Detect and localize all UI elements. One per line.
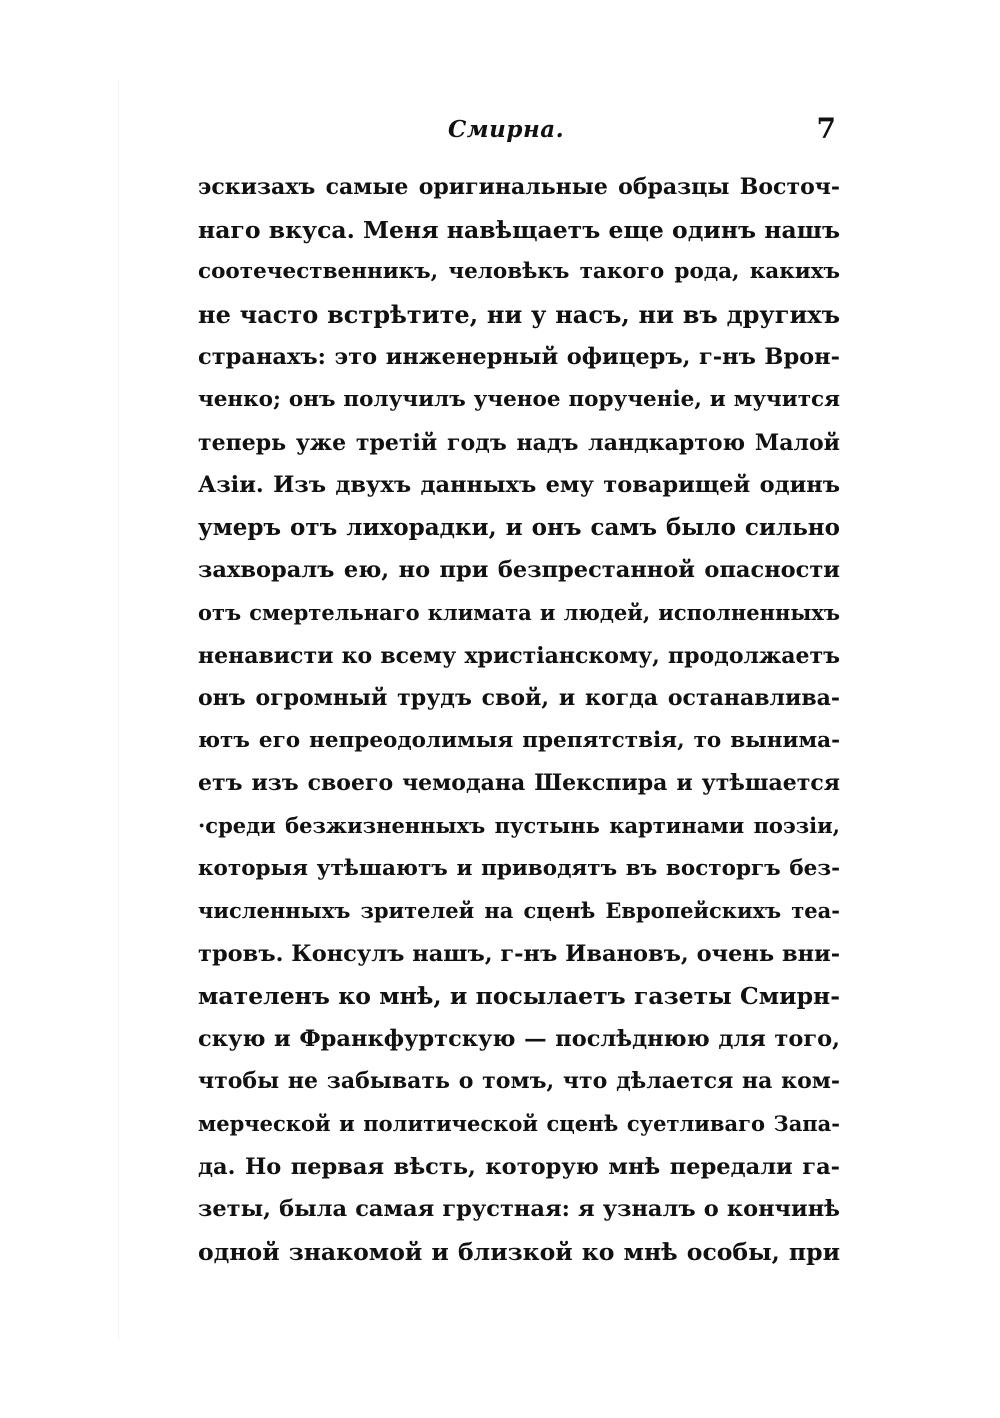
- text-body: [198, 166, 840, 1273]
- text-line: скую и Франкфуртскую — послѣднюю для того,: [198, 1025, 840, 1052]
- text-line: теперь уже третій годъ надъ ландкартою Малой: [198, 429, 840, 456]
- text-line: странахъ: это инженерный офицеръ, г-нъ Врон-: [198, 344, 840, 371]
- text-line: численныхъ зрителей на сценѣ Европейскихъ теа-: [198, 898, 840, 924]
- text-line: Азіи. Изъ двухъ данныхъ ему товарищей одинъ: [198, 472, 840, 499]
- text-line: чтобы не забывать о томъ, что дѣлается на ком-: [198, 1068, 840, 1095]
- text-line: ·среди безжизненныхъ пустынь картинами поэзіи,: [198, 812, 840, 838]
- text-line: одной знакомой и близкой ко мнѣ особы, при: [198, 1237, 840, 1266]
- text-line: да. Но первая вѣсть, которую мнѣ передали га-: [198, 1153, 840, 1180]
- page-number: 7: [816, 112, 836, 145]
- running-title: Смирна.: [448, 116, 565, 143]
- running-head: [198, 110, 840, 150]
- text-line: етъ изъ своего чемодана Шекспира и утѣшается: [198, 770, 840, 797]
- page-edge: [118, 80, 119, 1340]
- text-line: не часто встрѣтите, ни у насъ, ни въ другихъ: [198, 299, 840, 329]
- text-line: тровъ. Консулъ нашъ, г-нъ Ивановъ, очень вни-: [198, 940, 840, 967]
- text-line: мателенъ ко мнѣ, и посылаетъ газеты Смирн-: [198, 982, 840, 1011]
- text-line: наго вкуса. Меня навѣщаетъ еще одинъ нашъ: [198, 215, 840, 244]
- text-line: умеръ отъ лихорадки, и онъ самъ было сильно: [198, 513, 840, 541]
- text-line: ютъ его непреодолимыя препятствія, то вынима-: [198, 727, 840, 753]
- text-line: которыя утѣшаютъ и приводятъ въ восторгъ без-: [198, 855, 840, 881]
- text-line: мерческой и политической сценѣ суетливаго Запа-: [198, 1111, 840, 1137]
- text-line: отъ смертельнаго климата и людей, исполненныхъ: [198, 599, 840, 625]
- text-line: эскизахъ самые оригинальные образцы Восточ-: [198, 174, 840, 200]
- text-line: ненависти ко всему христіанскому, продолжаетъ: [198, 642, 840, 669]
- text-line: захворалъ ею, но при безпрестанной опасности: [198, 557, 840, 584]
- text-line: соотечественникъ, человѣкъ такого рода, какихъ: [198, 259, 840, 285]
- text-line: онъ огромный трудъ свой, и когда останавлива-: [198, 685, 840, 712]
- text-line: зеты, была самая грустная: я узналъ о кончинѣ: [198, 1196, 840, 1223]
- text-line: ченко; онъ получилъ ученое порученіе, и мучится: [198, 386, 840, 412]
